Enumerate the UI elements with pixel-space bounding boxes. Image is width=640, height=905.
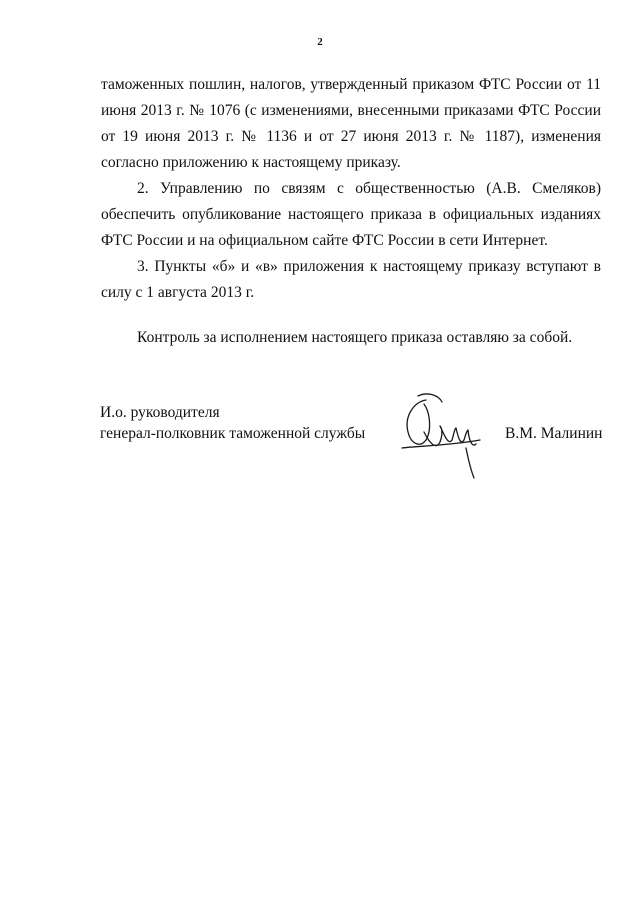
position-line-1: И.о. руководителя xyxy=(100,404,220,421)
document-body xyxy=(101,72,601,306)
signatory-position xyxy=(100,402,365,444)
paragraph-item-3: 3. Пункты «б» и «в» приложения к настоящему приказу вступают в силу с 1 августа 2013 г. xyxy=(101,258,601,301)
position-line-2: генерал-полковник таможенной службы xyxy=(100,425,366,442)
control-statement: Контроль за исполнением настоящего приказа оставляю за собой. xyxy=(137,329,573,346)
handwritten-signature xyxy=(396,388,486,480)
page-number: 2 xyxy=(317,36,323,48)
paragraph-continuation: таможенных пошлин, налогов, утвержденный приказом ФТС России от 11 июня 2013 г. № 1076 (с изменениями, внесенными приказами ФТС России от 19 июня 2013 г. № 1136 и от 27 июня 2013 г. № 1187), изменения согласно приложению к настоящему приказу. xyxy=(101,76,601,171)
signer-name: В.М. Малинин xyxy=(505,425,603,442)
paragraph-item-2: 2. Управлению по связям с общественностью (А.В. Смеляков) обеспечить опубликование настоящего приказа в официальных изданиях ФТС России и на официальном сайте ФТС России в сети Интернет. xyxy=(101,180,601,249)
